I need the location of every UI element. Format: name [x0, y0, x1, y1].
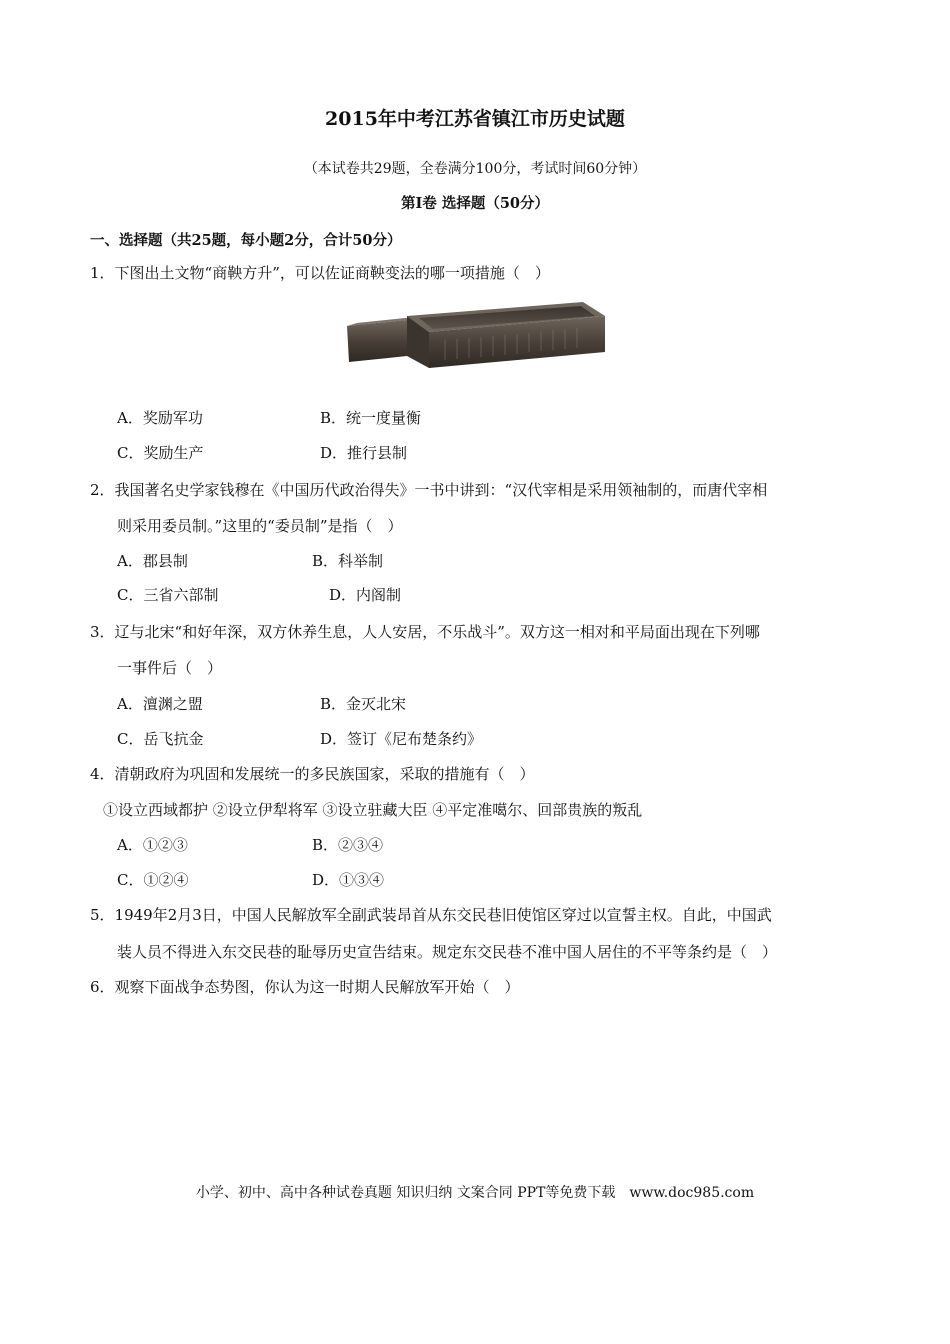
question-1-stem: 1．下图出土文物“商鞅方升”，可以佐证商鞅变法的哪一项措施（ ） — [90, 264, 550, 282]
question-5-stem: 5．1949年2月3日，中国人民解放军全副武装昂首从东交民巷旧使馆区穿过以宣誓主权。自此，中国武 — [90, 906, 772, 924]
page-footer: 小学、初中、高中各种试卷真题 知识归纳 文案合同 PPT等免费下载 www.doc985.com — [195, 1185, 755, 1201]
question-3-option-b: B．金灭北宋 — [320, 695, 407, 713]
question-4-option-d: D．①③④ — [312, 871, 385, 889]
question-1-option-b: B．统一度量衡 — [320, 409, 422, 427]
question-1-option-d: D．推行县制 — [320, 444, 408, 462]
question-3-stem-cont: 一事件后（ ） — [117, 659, 223, 677]
question-6-stem: 6．观察下面战争态势图，你认为这一时期人民解放军开始（ ） — [90, 978, 520, 996]
question-3-option-d: D．签订《尼布楚条约》 — [320, 730, 483, 748]
question-2-option-b: B．科举制 — [312, 552, 384, 570]
question-1-option-a: A．奖励军功 — [117, 409, 203, 427]
section-title: 一、选择题（共25题，每小题2分，合计50分） — [90, 232, 402, 249]
question-4-option-a: A．①②③ — [117, 836, 188, 854]
question-2-option-a: A．郡县制 — [117, 552, 188, 570]
question-3-option-c: C．岳飞抗金 — [117, 730, 204, 748]
page-title: 2015年中考江苏省镇江市历史试题 — [325, 108, 625, 130]
shang-yang-fang-sheng-image — [345, 296, 607, 370]
question-2-option-c: C．三省六部制 — [117, 586, 219, 604]
question-4-option-c: C．①②④ — [117, 871, 189, 889]
exam-note: （本试卷共29题，全卷满分100分，考试时间60分钟） — [303, 161, 647, 177]
question-4-stem: 4．清朝政府为巩固和发展统一的多民族国家，采取的措施有（ ） — [90, 765, 535, 783]
question-2-stem-cont: 则采用委员制。”这里的“委员制”是指（ ） — [117, 517, 403, 535]
question-4-option-b: B．②③④ — [312, 836, 384, 854]
question-3-stem: 3．辽与北宋“和好年深，双方休养生息，人人安居，不乐战斗”。双方这一相对和平局面出现在下列哪 — [90, 623, 760, 641]
question-4-statements: ①设立西域都护 ②设立伊犁将军 ③设立驻藏大臣 ④平定准噶尔、回部贵族的叛乱 — [103, 801, 643, 819]
question-2-stem: 2．我国著名史学家钱穆在《中国历代政治得失》一书中讲到：“汉代宰相是采用领袖制的，而唐代宰相 — [90, 481, 768, 499]
volume-title: 第I卷 选择题（50分） — [400, 195, 549, 212]
question-1-option-c: C．奖励生产 — [117, 444, 204, 462]
question-2-option-d: D．内阁制 — [329, 586, 402, 604]
question-5-stem-cont: 装人员不得进入东交民巷的耻辱历史宣告结束。规定东交民巷不准中国人居住的不平等条约是（ ） — [117, 943, 778, 961]
question-3-option-a: A．澶渊之盟 — [117, 695, 203, 713]
